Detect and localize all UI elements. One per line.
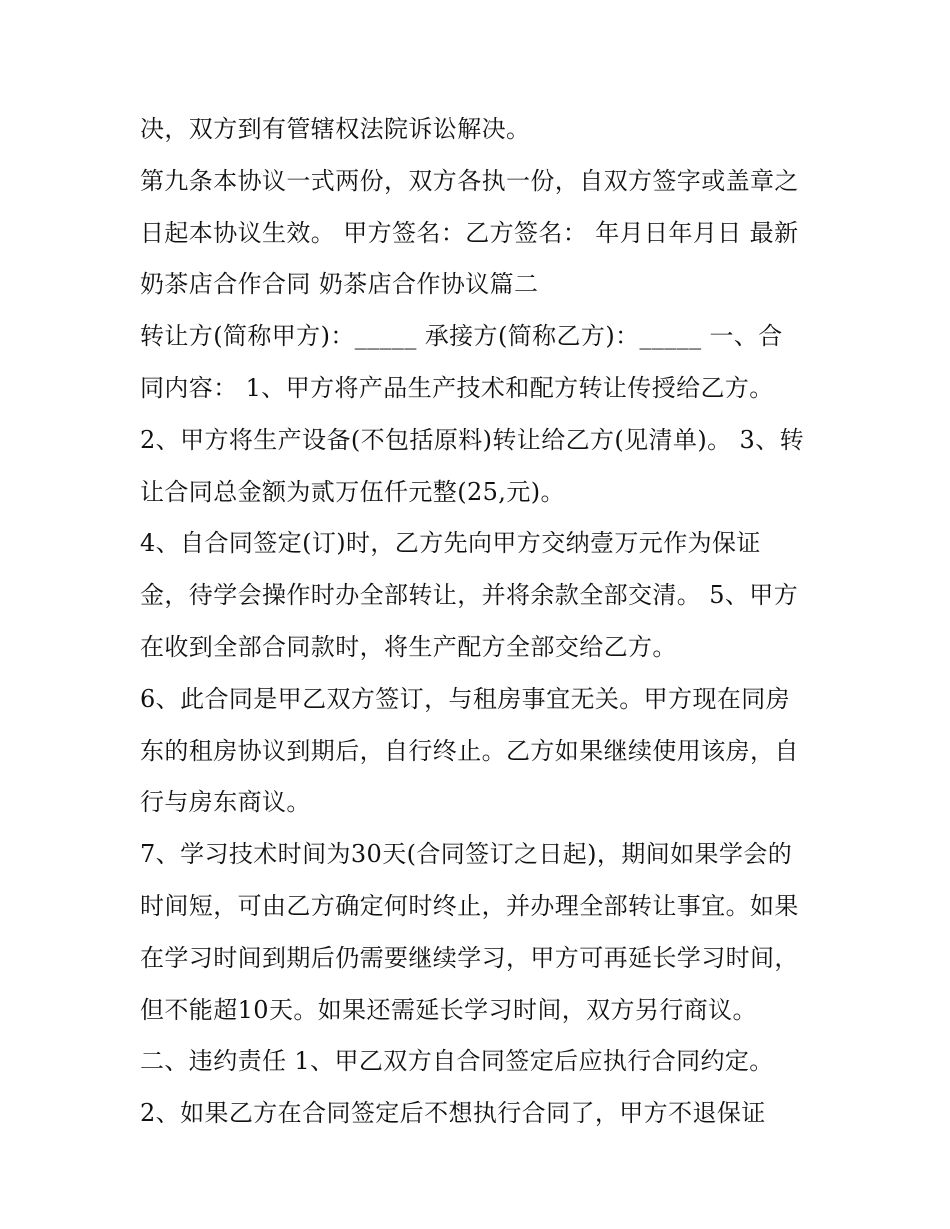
text-line-14: 行与房东商议。 [140,788,311,817]
text-line-18: 但不能超10天。如果还需延长学习时间，双方另行商议。 [140,995,757,1024]
text-line-2: 第九条本协议一式两份，双方各执一份，自双方签字或盖章之 [140,166,799,195]
text-line-6: 同内容： 1、甲方将产品生产技术和配方转让传授给乙方。 [140,373,774,402]
text-line-10: 金，待学会操作时办全部转让，并将余款全部交清。 5、甲方 [140,581,799,610]
text-line-4: 奶茶店合作合同 奶茶店合作协议篇二 [140,270,539,299]
text-line-5: 转让方(简称甲方)：_____ 承接方(简称乙方)：_____ 一、合 [140,322,783,351]
text-line-13: 东的租房协议到期后，自行终止。乙方如果继续使用该房，自 [140,736,799,765]
text-line-7: 2、甲方将生产设备(不包括原料)转让给乙方(见清单)。 3、转 [140,425,805,454]
text-line-8: 让合同总金额为贰万伍仟元整(25,元)。 [140,477,565,506]
text-line-1: 决，双方到有管辖权法院诉讼解决。 [140,115,531,143]
text-line-17: 在学习时间到期后仍需要继续学习，甲方可再延长学习时间， [140,943,799,972]
contract-body-text [140,104,840,1140]
text-line-19: 二、违约责任 1、甲乙双方自合同签定后应执行合同约定。 [140,1047,774,1076]
text-line-12: 6、此合同是甲乙双方签订，与租房事宜无关。甲方现在同房 [140,684,791,713]
text-line-11: 在收到全部合同款时，将生产配方全部交给乙方。 [140,632,677,661]
text-line-9: 4、自合同签定(订)时，乙方先向甲方交纳壹万元作为保证 [140,529,761,558]
text-line-3: 日起本协议生效。 甲方签名：乙方签名： 年月日年月日 最新 [140,218,799,247]
text-line-20: 2、如果乙方在合同签定后不想执行合同了，甲方不退保证 [140,1099,766,1128]
text-line-15: 7、学习技术时间为30天(合同签订之日起)，期间如果学会的 [140,840,793,869]
text-line-16: 时间短，可由乙方确定何时终止，并办理全部转让事宜。如果 [140,891,799,920]
